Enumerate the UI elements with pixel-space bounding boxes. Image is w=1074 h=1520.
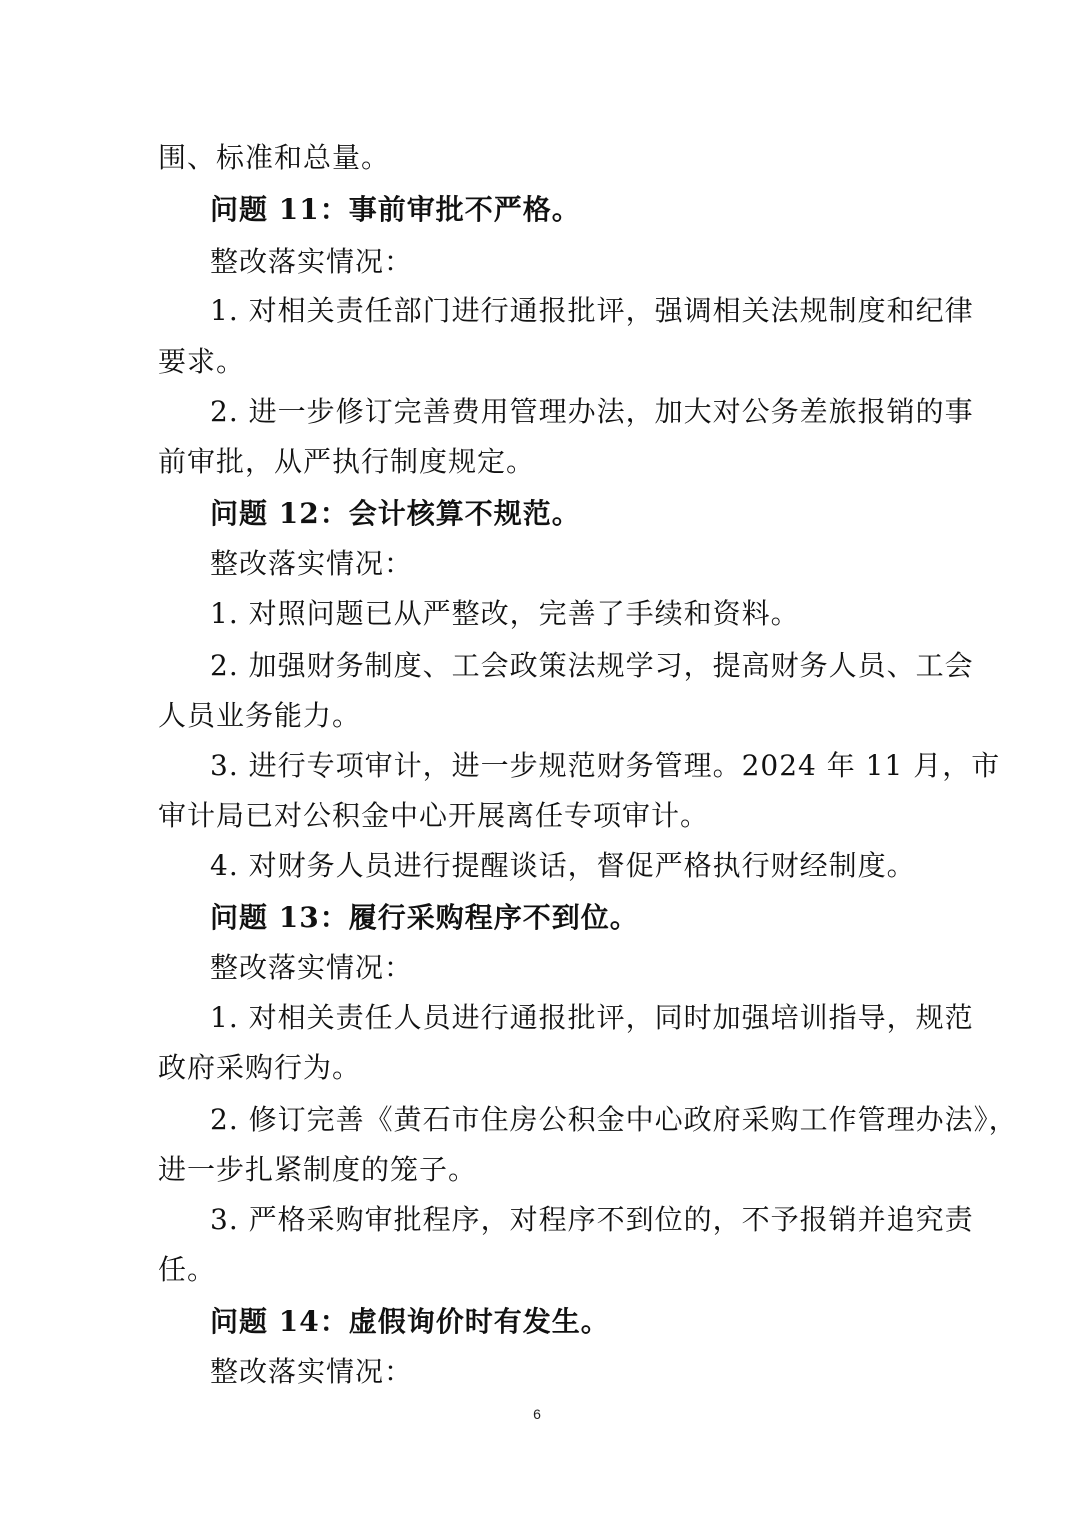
issue-12-item-1: 1. 对照问题已从严整改，完善了手续和资料。 xyxy=(210,597,800,630)
issue-13-item-2-cont: 进一步扎紧制度的笼子。 xyxy=(158,1153,478,1186)
issue-13-item-3: 3. 严格采购审批程序，对程序不到位的，不予报销并追究责 xyxy=(210,1203,974,1236)
rectification-label: 整改落实情况： xyxy=(210,245,414,278)
page-number: 6 xyxy=(533,1406,541,1422)
issue-11-item-2: 2. 进一步修订完善费用管理办法，加大对公务差旅报销的事 xyxy=(210,395,974,428)
rectification-label: 整改落实情况： xyxy=(210,547,414,580)
issue-12-item-3: 3. 进行专项审计，进一步规范财务管理。2024 年 11 月，市 xyxy=(210,749,1001,782)
issue-13-item-1-cont: 政府采购行为。 xyxy=(158,1051,362,1084)
issue-11-item-2-cont: 前审批，从严执行制度规定。 xyxy=(158,445,536,478)
rectification-label: 整改落实情况： xyxy=(210,951,414,984)
issue-11-heading: 问题 11：事前审批不严格。 xyxy=(210,193,581,226)
issue-13-item-1: 1. 对相关责任人员进行通报批评，同时加强培训指导，规范 xyxy=(210,1001,974,1034)
issue-11-item-1-cont: 要求。 xyxy=(158,345,246,378)
issue-12-heading: 问题 12：会计核算不规范。 xyxy=(210,497,581,530)
issue-12-item-3-cont: 审计局已对公积金中心开展离任专项审计。 xyxy=(158,799,710,832)
issue-14-heading: 问题 14：虚假询价时有发生。 xyxy=(210,1305,610,1338)
issue-12-item-4: 4. 对财务人员进行提醒谈话，督促严格执行财经制度。 xyxy=(210,849,916,882)
issue-13-item-3-cont: 任。 xyxy=(158,1253,217,1286)
issue-12-item-2-cont: 人员业务能力。 xyxy=(158,699,362,732)
rectification-label: 整改落实情况： xyxy=(210,1355,414,1388)
paragraph-continuation: 围、标准和总量。 xyxy=(158,141,391,174)
issue-13-heading: 问题 13：履行采购程序不到位。 xyxy=(210,901,639,934)
issue-11-item-1: 1. 对相关责任部门进行通报批评，强调相关法规制度和纪律 xyxy=(210,294,974,327)
issue-12-item-2: 2. 加强财务制度、工会政策法规学习，提高财务人员、工会 xyxy=(210,649,974,682)
issue-13-item-2: 2. 修订完善《黄石市住房公积金中心政府采购工作管理办法》， xyxy=(210,1103,1018,1136)
